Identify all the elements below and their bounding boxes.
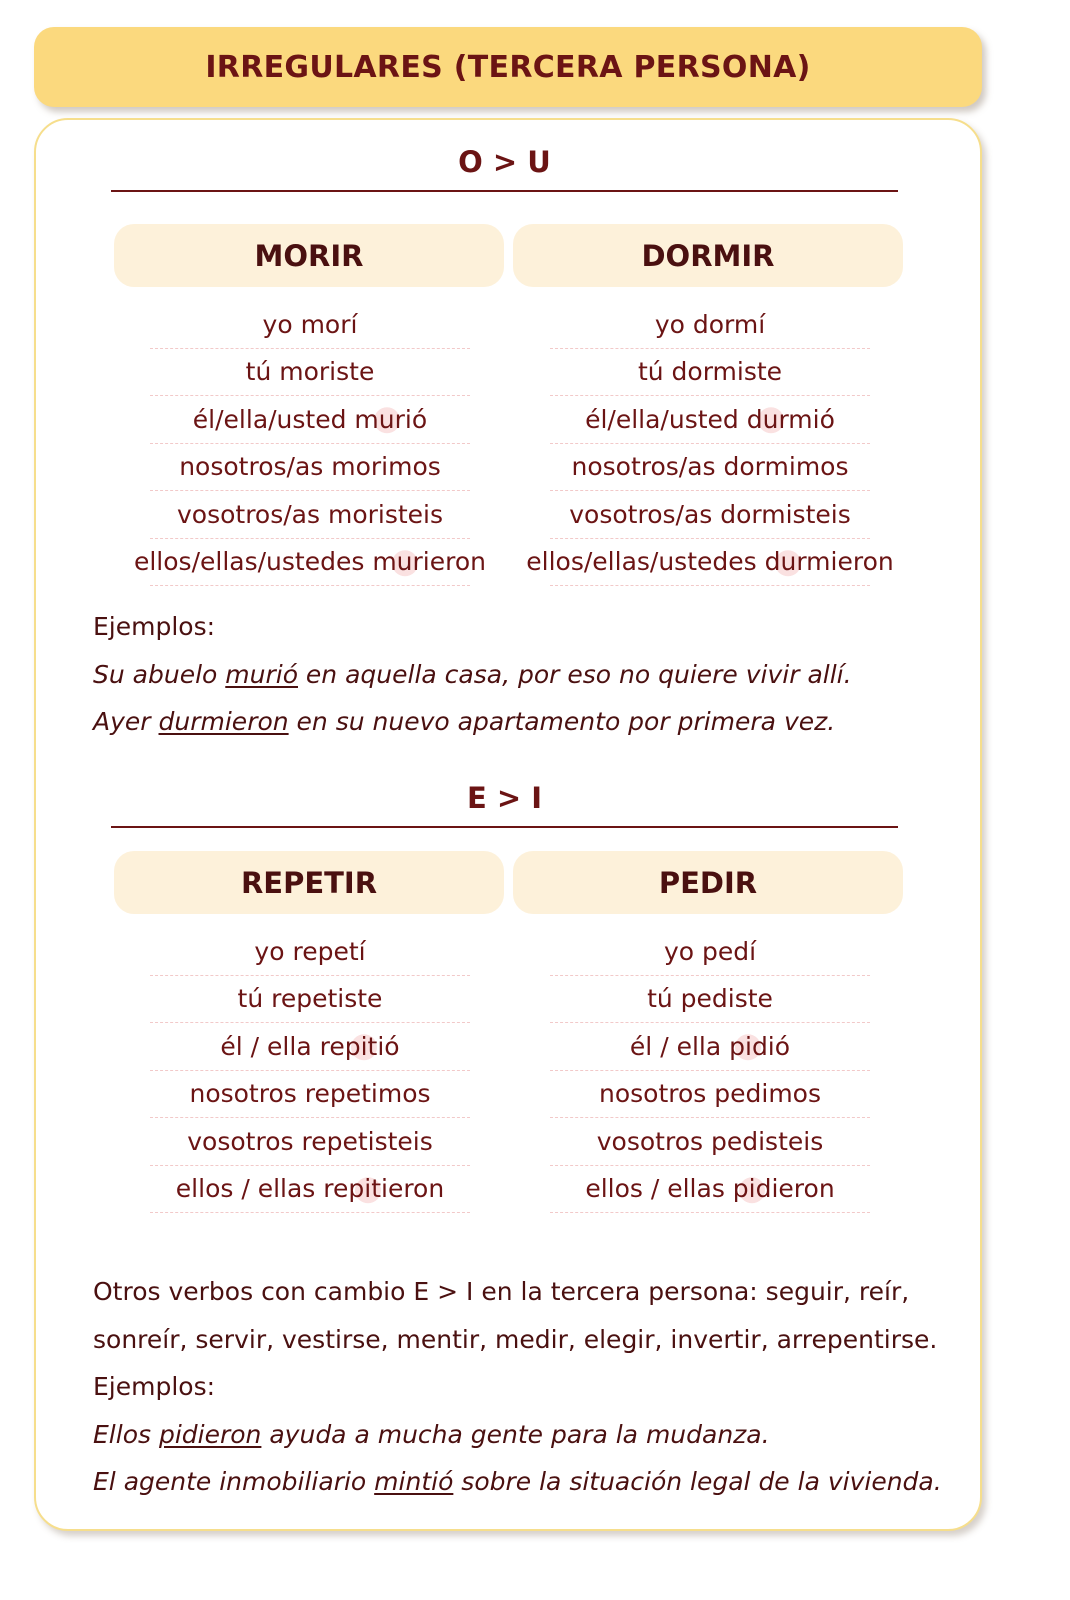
title-banner bbox=[34, 27, 982, 107]
example-verb: murió bbox=[225, 659, 298, 689]
vowel-change-highlight: i bbox=[360, 1031, 368, 1061]
section-divider bbox=[111, 190, 898, 192]
conjugation-row: yo pedí bbox=[550, 928, 870, 976]
conjugation-row: ellos/ellas/ustedes murieron bbox=[150, 539, 470, 587]
example-verb: pidieron bbox=[158, 1419, 262, 1449]
example-sentence: Su abuelo murió en aquella casa, por eso no quiere vivir allí. bbox=[93, 659, 852, 689]
conjugation-row: vosotros pedisteis bbox=[550, 1118, 870, 1166]
other-verbs-text: sonreír, servir, vestirse, mentir, medir, elegir, invertir, arrepentirse. bbox=[93, 1324, 938, 1354]
page-title: IRREGULARES (TERCERA PERSONA) bbox=[205, 49, 811, 85]
example-sentence: El agente inmobiliario mintió sobre la situación legal de la vivienda. bbox=[93, 1467, 942, 1496]
conjugation-row: vosotros repetisteis bbox=[150, 1118, 470, 1166]
conjugation-list-dormir bbox=[526, 301, 894, 586]
conjugation-list-morir bbox=[133, 301, 487, 586]
vowel-change-highlight: u bbox=[762, 404, 779, 434]
examples-label: Ejemplos: bbox=[93, 612, 216, 641]
examples-label: Ejemplos: bbox=[93, 1372, 216, 1401]
conjugation-list-pedir bbox=[550, 928, 870, 1213]
conjugation-row: nosotros/as dormimos bbox=[550, 444, 870, 492]
section-heading-o-u: O > U bbox=[458, 145, 551, 179]
vowel-change-highlight: i bbox=[744, 1031, 752, 1061]
conjugation-row: ellos / ellas repitieron bbox=[150, 1166, 470, 1214]
verb-header-morir: MORIR bbox=[114, 224, 504, 287]
conjugation-row: él/ella/usted durmió bbox=[550, 396, 870, 444]
conjugation-list-repetir bbox=[150, 928, 470, 1213]
conjugation-row: yo dormí bbox=[550, 301, 870, 349]
vowel-change-highlight: u bbox=[378, 404, 395, 434]
conjugation-row: ellos / ellas pidieron bbox=[550, 1166, 870, 1214]
conjugation-row: yo repetí bbox=[150, 928, 470, 976]
conjugation-row: vosotros/as dormisteis bbox=[550, 491, 870, 539]
section-heading-e-i: E > I bbox=[466, 781, 543, 815]
examples-block-o-u bbox=[93, 603, 973, 746]
vowel-change-highlight: i bbox=[748, 1174, 756, 1204]
example-sentence: Ayer durmieron en su nuevo apartamento por primera vez. bbox=[93, 707, 836, 736]
verb-header-repetir: REPETIR bbox=[114, 851, 504, 914]
section-divider bbox=[111, 826, 898, 828]
example-verb: mintió bbox=[374, 1467, 454, 1496]
conjugation-row: vosotros/as moristeis bbox=[150, 491, 470, 539]
verb-header-pedir: PEDIR bbox=[513, 851, 903, 914]
other-verbs-block bbox=[93, 1268, 973, 1506]
conjugation-row: tú moriste bbox=[150, 349, 470, 397]
vowel-change-highlight: i bbox=[364, 1174, 372, 1204]
conjugation-row: nosotros repetimos bbox=[150, 1071, 470, 1119]
other-verbs-text: Otros verbos con cambio E > I en la tercera persona: seguir, reír, bbox=[93, 1277, 910, 1306]
vowel-change-highlight: u bbox=[396, 547, 413, 577]
conjugation-row: nosotros/as morimos bbox=[150, 444, 470, 492]
example-sentence: Ellos pidieron ayuda a mucha gente para la mudanza. bbox=[93, 1419, 770, 1449]
verb-header-dormir: DORMIR bbox=[513, 224, 903, 287]
conjugation-row: tú repetiste bbox=[150, 976, 470, 1024]
vowel-change-highlight: u bbox=[780, 547, 797, 577]
conjugation-row: él / ella pidió bbox=[550, 1023, 870, 1071]
conjugation-row: yo morí bbox=[150, 301, 470, 349]
conjugation-row: él/ella/usted murió bbox=[150, 396, 470, 444]
conjugation-row: él / ella repitió bbox=[150, 1023, 470, 1071]
conjugation-row: nosotros pedimos bbox=[550, 1071, 870, 1119]
conjugation-row: tú pediste bbox=[550, 976, 870, 1024]
example-verb: durmieron bbox=[158, 707, 289, 736]
conjugation-row: ellos/ellas/ustedes durmieron bbox=[550, 539, 870, 587]
conjugation-row: tú dormiste bbox=[550, 349, 870, 397]
